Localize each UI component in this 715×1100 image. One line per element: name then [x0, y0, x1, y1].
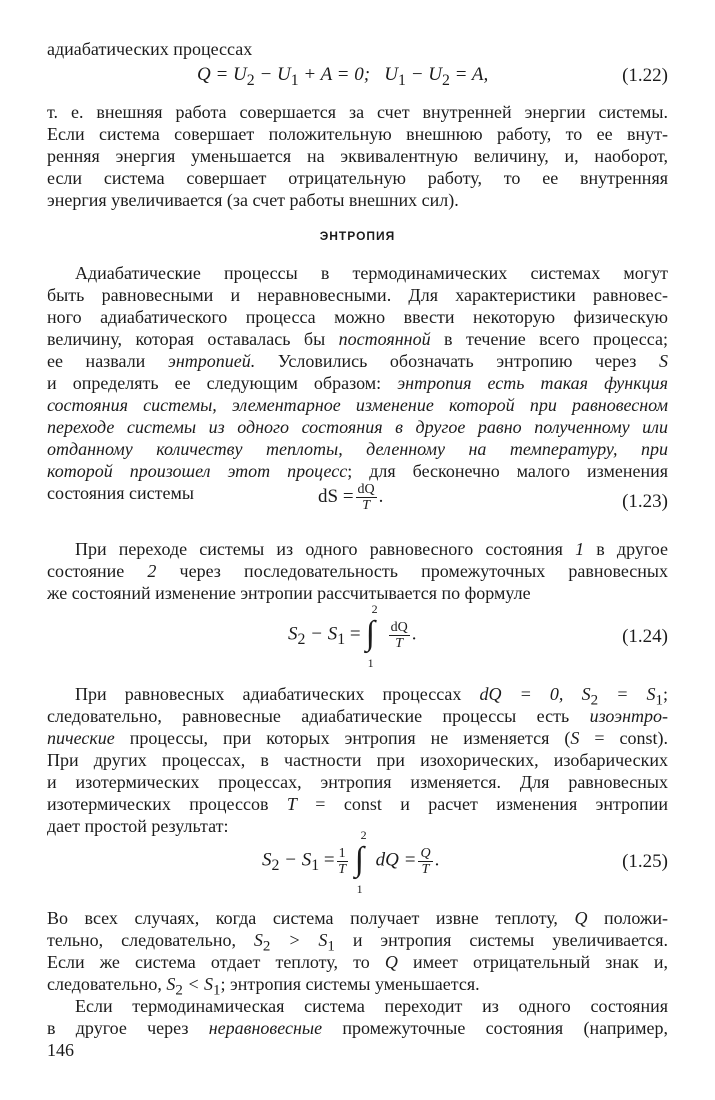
equation-1-22: $Q = U_2 - U_1 + A = 0$; $U_1 - U_2 = A$,	[197, 64, 489, 89]
integral-sign: 2 ∫ 1	[354, 828, 367, 896]
text-line: состояние 2 через последовательность промежуточных равновесных	[47, 561, 668, 581]
text-line: пические процессы, при которых энтропия не изменяется (S = const).	[47, 728, 669, 748]
equation-1-24: $S_2 - S_1$ = 2 ∫ 1 $\frac{dQ}{T}$ .	[288, 602, 417, 670]
text-line: адиабатических процессах	[47, 39, 253, 59]
text-line: же состояний изменение энтропии рассчитывается по формуле	[47, 583, 531, 603]
text-line: При переходе системы из одного равновесного состояния 1 в другое	[75, 539, 668, 559]
text-line: Во всех случаях, когда система получает извне теплоту, Q положи-	[47, 908, 668, 928]
text-line: ее назвали энтропией. Условились обозначать энтропию через S	[47, 351, 668, 371]
text-line: величину, которая оставалась бы постоянной в течение всего процесса;	[47, 329, 668, 349]
fraction: $\frac{dQ}{T}$	[357, 482, 375, 513]
text-line: которой произошел этот процесс; для бесконечно малого изменения	[47, 461, 669, 481]
equation-number: (1.25)	[622, 851, 668, 872]
text-line: Если система совершает положительную внешнюю работу, то ее внут-	[47, 124, 668, 144]
text-line: если система совершает отрицательную работу, то ее внутренняя	[47, 168, 668, 188]
section-heading: ЭНТРОПИЯ	[319, 229, 396, 243]
fraction: $\frac{Q}{T}$	[420, 845, 431, 877]
text-line: При равновесных адиабатических процессах dQ = 0, $S_2 = S_1$;	[75, 684, 669, 709]
equation-number: (1.24)	[622, 626, 668, 647]
text-line: и определять ее следующим образом: энтропия есть такая функция	[47, 373, 668, 393]
equation-1-23: dS = $\frac{dQ}{T}$ .	[318, 482, 384, 513]
text-line: следовательно, $S_2 < S_1$; энтропия системы уменьшается.	[47, 974, 480, 999]
text-line: состояния системы	[47, 483, 194, 503]
text-line: При других процессах, в частности при изохорических, изобарических	[47, 750, 668, 770]
text-line: Если же система отдает теплоту, то Q имеет отрицательный знак и,	[47, 952, 668, 972]
text-line: в другое через неравновесные промежуточные состояния (например,	[47, 1018, 668, 1038]
fraction: $\frac{1}{T}$	[338, 845, 347, 877]
text-line: т. е. внешняя работа совершается за счет внутренней энергии системы.	[47, 102, 668, 122]
text-line: отданному количеству теплоты, деленному на температуру, при	[47, 439, 668, 459]
text-line: дает простой результат:	[47, 816, 229, 836]
text-line: Адиабатические процессы в термодинамических системах могут	[75, 263, 668, 283]
text-line: энергия увеличивается (за счет работы внешних сил).	[47, 190, 459, 210]
equation-number: (1.23)	[622, 491, 668, 512]
text-line: изотермических процессов T = const и расчет изменения энтропии	[47, 794, 668, 814]
fraction: $\frac{dQ}{T}$	[390, 619, 408, 651]
integral-sign: 2 ∫ 1	[365, 602, 378, 670]
page-number: 146	[47, 1040, 74, 1060]
text-line: Если термодинамическая система переходит из одного состояния	[75, 996, 668, 1016]
text-line: и изотермических процессах, энтропия изменяется. Для равновесных	[47, 772, 668, 792]
text-line: тельно, следовательно, $S_2 > S_1$ и энтропия системы увеличивается.	[47, 930, 668, 955]
text-line: состояния системы, элементарное изменение которой при равновесном	[47, 395, 668, 415]
text-line: ного адиабатического процесса можно ввести некоторую физическую	[47, 307, 668, 327]
text-line: переходе системы из одного состояния в другое равно полученному или	[47, 417, 668, 437]
text-line: быть равновесными и неравновесными. Для характеристики равновес-	[47, 285, 668, 305]
text-line: следовательно, равновесные адиабатические процессы есть изоэнтро-	[47, 706, 668, 726]
equation-number: (1.22)	[622, 65, 668, 86]
equation-1-25: $S_2 - S_1$ = $\frac{1}{T}$ 2 ∫ 1 dQ = $\frac{Q}{T}$ .	[262, 828, 440, 896]
text-line: ренняя энергия уменьшается на эквивалентную величину, и, наоборот,	[47, 146, 668, 166]
